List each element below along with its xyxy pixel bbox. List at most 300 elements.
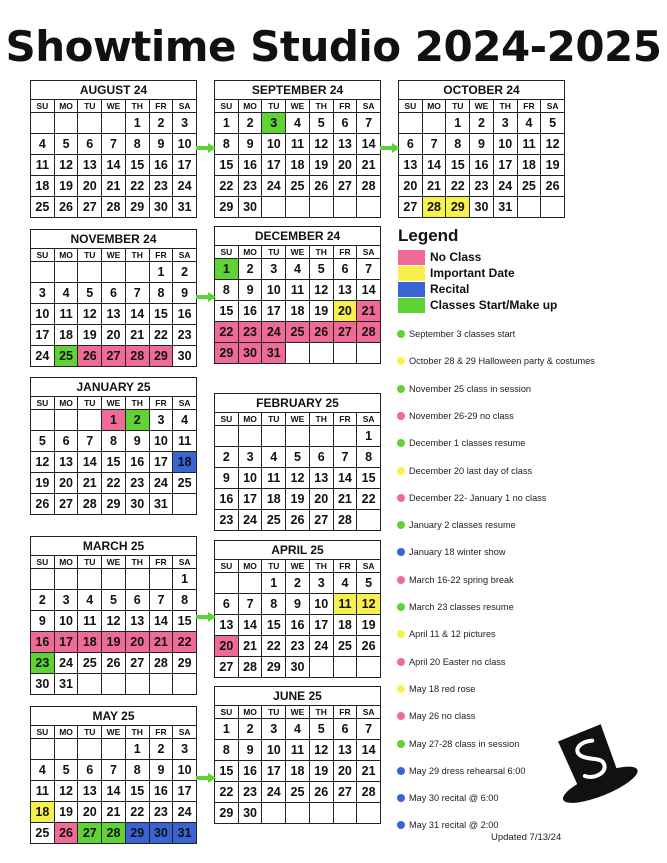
day-cell: 17 xyxy=(173,781,197,802)
bullet-dot-icon xyxy=(397,630,405,638)
day-cell: 7 xyxy=(102,760,126,781)
day-cell: 7 xyxy=(357,719,381,740)
day-cell: 5 xyxy=(31,431,55,452)
day-cell: 6 xyxy=(334,113,358,134)
day-cell: 18 xyxy=(286,155,310,176)
weekday-header: TH xyxy=(494,100,518,113)
event-item xyxy=(397,655,627,669)
color-swatch xyxy=(398,282,425,297)
day-cell: 29 xyxy=(215,197,239,218)
event-text: November 25 class in session xyxy=(409,383,532,394)
day-cell: 11 xyxy=(78,611,102,632)
day-cell: 30 xyxy=(239,343,263,364)
day-cell: 31 xyxy=(150,494,174,515)
event-text: May 26 no class xyxy=(409,711,476,722)
day-cell: 16 xyxy=(239,155,263,176)
day-cell: 29 xyxy=(262,657,286,678)
event-item xyxy=(397,518,627,532)
weekday-header: WE xyxy=(286,706,310,719)
day-cell: 7 xyxy=(357,259,381,280)
day-cell: 13 xyxy=(334,740,358,761)
weekday-header: WE xyxy=(102,556,126,569)
day-cell: 23 xyxy=(239,782,263,803)
empty-cell xyxy=(262,803,286,824)
day-cell: 25 xyxy=(31,197,55,218)
day-cell: 14 xyxy=(102,781,126,802)
day-cell: 30 xyxy=(239,197,263,218)
day-cell: 19 xyxy=(310,155,334,176)
day-cell: 17 xyxy=(150,452,174,473)
color-swatch xyxy=(398,298,425,313)
day-cell: 8 xyxy=(150,283,174,304)
day-cell: 23 xyxy=(150,176,174,197)
day-cell: 12 xyxy=(541,134,565,155)
day-cell: 3 xyxy=(494,113,518,134)
day-cell: 14 xyxy=(357,740,381,761)
legend-item xyxy=(398,266,588,281)
day-cell: 26 xyxy=(55,197,79,218)
day-cell: 1 xyxy=(215,113,239,134)
day-cell: 6 xyxy=(78,760,102,781)
weekday-header: TU xyxy=(78,249,102,262)
empty-cell xyxy=(126,674,150,695)
event-item xyxy=(397,382,627,396)
weekday-header: MO xyxy=(55,100,79,113)
day-cell: 9 xyxy=(239,740,263,761)
day-cell: 21 xyxy=(357,155,381,176)
empty-cell xyxy=(215,426,239,447)
day-cell: 13 xyxy=(215,615,239,636)
day-cell: 31 xyxy=(55,674,79,695)
day-cell: 13 xyxy=(102,304,126,325)
day-cell: 21 xyxy=(357,761,381,782)
day-cell: 23 xyxy=(215,510,239,531)
day-cell: 25 xyxy=(286,782,310,803)
day-cell: 20 xyxy=(334,761,358,782)
day-cell: 27 xyxy=(334,176,358,197)
arrow-icon xyxy=(196,612,216,622)
legend-item xyxy=(398,282,588,297)
weekday-header: MO xyxy=(239,706,263,719)
weekday-header: TH xyxy=(310,413,334,426)
day-cell: 5 xyxy=(55,760,79,781)
day-cell: 27 xyxy=(78,823,102,844)
weekday-header: FR xyxy=(334,100,358,113)
event-item xyxy=(397,573,627,587)
weekday-header: TU xyxy=(446,100,470,113)
day-cell: 16 xyxy=(150,155,174,176)
weekday-header: MO xyxy=(55,397,79,410)
day-cell: 12 xyxy=(357,594,381,615)
day-cell: 22 xyxy=(215,322,239,343)
day-cell: 21 xyxy=(78,473,102,494)
event-item xyxy=(397,436,627,450)
day-cell: 29 xyxy=(173,653,197,674)
empty-cell xyxy=(286,343,310,364)
day-cell: 10 xyxy=(262,740,286,761)
weekday-header: TU xyxy=(262,560,286,573)
day-cell: 22 xyxy=(215,782,239,803)
day-cell: 20 xyxy=(215,636,239,657)
empty-cell xyxy=(102,674,126,695)
day-cell: 22 xyxy=(262,636,286,657)
day-cell: 18 xyxy=(31,802,55,823)
event-item xyxy=(397,682,627,696)
empty-cell xyxy=(102,262,126,283)
weekday-header: MO xyxy=(239,413,263,426)
day-cell: 17 xyxy=(239,489,263,510)
weekday-header: SU xyxy=(31,397,55,410)
day-cell: 10 xyxy=(239,468,263,489)
legend-label: Classes Start/Make up xyxy=(430,298,558,312)
day-cell: 17 xyxy=(31,325,55,346)
month-name: AUGUST 24 xyxy=(31,81,197,100)
day-cell: 12 xyxy=(31,452,55,473)
weekday-header: MO xyxy=(55,556,79,569)
weekday-header: SA xyxy=(173,249,197,262)
event-item xyxy=(397,627,627,641)
day-cell: 23 xyxy=(31,653,55,674)
day-cell: 15 xyxy=(446,155,470,176)
day-cell: 4 xyxy=(262,447,286,468)
empty-cell xyxy=(173,674,197,695)
day-cell: 14 xyxy=(126,304,150,325)
day-cell: 15 xyxy=(215,155,239,176)
day-cell: 17 xyxy=(262,301,286,322)
day-cell: 20 xyxy=(399,176,423,197)
day-cell: 26 xyxy=(286,510,310,531)
day-cell: 7 xyxy=(102,134,126,155)
day-cell: 3 xyxy=(55,590,79,611)
day-cell: 21 xyxy=(239,636,263,657)
day-cell: 8 xyxy=(173,590,197,611)
bullet-dot-icon xyxy=(397,467,405,475)
day-cell: 7 xyxy=(239,594,263,615)
weekday-header: FR xyxy=(150,556,174,569)
bullet-dot-icon xyxy=(397,767,405,775)
day-cell: 25 xyxy=(78,653,102,674)
day-cell: 17 xyxy=(173,155,197,176)
month-calendar-march xyxy=(30,536,197,695)
weekday-header: FR xyxy=(334,560,358,573)
empty-cell xyxy=(55,569,79,590)
day-cell: 8 xyxy=(215,134,239,155)
bullet-dot-icon xyxy=(397,576,405,584)
weekday-header: SA xyxy=(541,100,565,113)
event-item xyxy=(397,600,627,614)
empty-cell xyxy=(286,803,310,824)
day-cell: 15 xyxy=(262,615,286,636)
day-cell: 11 xyxy=(262,468,286,489)
empty-cell xyxy=(518,197,542,218)
day-cell: 19 xyxy=(310,761,334,782)
day-cell: 12 xyxy=(310,740,334,761)
day-cell: 18 xyxy=(78,632,102,653)
day-cell: 24 xyxy=(173,176,197,197)
event-item xyxy=(397,545,627,559)
month-calendar-april xyxy=(214,540,381,678)
day-cell: 24 xyxy=(239,510,263,531)
month-calendar-december xyxy=(214,226,381,364)
day-cell: 3 xyxy=(262,113,286,134)
weekday-header: TU xyxy=(78,397,102,410)
day-cell: 1 xyxy=(150,262,174,283)
weekday-header: SU xyxy=(31,726,55,739)
day-cell: 13 xyxy=(334,280,358,301)
legend-title: Legend xyxy=(398,226,459,245)
weekday-header: SA xyxy=(173,100,197,113)
day-cell: 25 xyxy=(31,823,55,844)
day-cell: 5 xyxy=(286,447,310,468)
bullet-dot-icon xyxy=(397,385,405,393)
event-text: January 18 winter show xyxy=(409,547,506,558)
day-cell: 20 xyxy=(126,632,150,653)
weekday-header: SA xyxy=(173,397,197,410)
day-cell: 29 xyxy=(150,346,174,367)
day-cell: 12 xyxy=(55,781,79,802)
day-cell: 24 xyxy=(494,176,518,197)
bullet-dot-icon xyxy=(397,712,405,720)
day-cell: 28 xyxy=(423,197,447,218)
day-cell: 16 xyxy=(470,155,494,176)
legend-item xyxy=(398,298,588,313)
empty-cell xyxy=(150,674,174,695)
day-cell: 15 xyxy=(126,781,150,802)
day-cell: 5 xyxy=(102,590,126,611)
day-cell: 21 xyxy=(102,802,126,823)
day-cell: 5 xyxy=(310,719,334,740)
day-cell: 15 xyxy=(357,468,381,489)
day-cell: 28 xyxy=(102,823,126,844)
empty-cell xyxy=(334,426,358,447)
day-cell: 16 xyxy=(239,301,263,322)
day-cell: 25 xyxy=(173,473,197,494)
empty-cell xyxy=(423,113,447,134)
empty-cell xyxy=(334,343,358,364)
day-cell: 24 xyxy=(310,636,334,657)
day-cell: 8 xyxy=(357,447,381,468)
day-cell: 25 xyxy=(334,636,358,657)
empty-cell xyxy=(310,343,334,364)
event-text: April 20 Easter no class xyxy=(409,656,506,667)
day-cell: 21 xyxy=(357,301,381,322)
weekday-header: SU xyxy=(31,249,55,262)
bullet-dot-icon xyxy=(397,794,405,802)
empty-cell xyxy=(357,657,381,678)
top-hat-logo-icon xyxy=(547,716,639,817)
legend-label: No Class xyxy=(430,250,482,264)
month-calendar-november xyxy=(30,229,197,367)
day-cell: 19 xyxy=(31,473,55,494)
day-cell: 27 xyxy=(78,197,102,218)
day-cell: 26 xyxy=(541,176,565,197)
day-cell: 3 xyxy=(173,113,197,134)
event-text: March 23 classes resume xyxy=(409,602,514,612)
day-cell: 22 xyxy=(126,176,150,197)
day-cell: 22 xyxy=(150,325,174,346)
empty-cell xyxy=(334,803,358,824)
day-cell: 10 xyxy=(173,134,197,155)
empty-cell xyxy=(334,657,358,678)
day-cell: 11 xyxy=(31,781,55,802)
day-cell: 15 xyxy=(102,452,126,473)
weekday-header: MO xyxy=(423,100,447,113)
day-cell: 2 xyxy=(239,719,263,740)
day-cell: 6 xyxy=(310,447,334,468)
day-cell: 14 xyxy=(357,280,381,301)
empty-cell xyxy=(78,569,102,590)
day-cell: 9 xyxy=(31,611,55,632)
event-text: March 16-22 spring break xyxy=(409,574,514,585)
empty-cell xyxy=(286,426,310,447)
weekday-header: SU xyxy=(31,100,55,113)
bullet-dot-icon xyxy=(397,330,405,338)
day-cell: 25 xyxy=(286,322,310,343)
day-cell: 11 xyxy=(286,740,310,761)
day-cell: 6 xyxy=(334,259,358,280)
bullet-dot-icon xyxy=(397,439,405,447)
day-cell: 16 xyxy=(215,489,239,510)
day-cell: 14 xyxy=(334,468,358,489)
month-name: JUNE 25 xyxy=(215,687,381,706)
day-cell: 27 xyxy=(126,653,150,674)
weekday-header: SA xyxy=(357,413,381,426)
color-swatch xyxy=(398,266,425,281)
weekday-header: SU xyxy=(215,413,239,426)
day-cell: 2 xyxy=(31,590,55,611)
day-cell: 20 xyxy=(78,176,102,197)
legend-item xyxy=(398,250,588,265)
day-cell: 4 xyxy=(334,573,358,594)
day-cell: 24 xyxy=(55,653,79,674)
event-item xyxy=(397,818,627,832)
day-cell: 21 xyxy=(334,489,358,510)
day-cell: 31 xyxy=(262,343,286,364)
empty-cell xyxy=(399,113,423,134)
day-cell: 18 xyxy=(334,615,358,636)
day-cell: 11 xyxy=(31,155,55,176)
day-cell: 7 xyxy=(126,283,150,304)
weekday-header: WE xyxy=(102,249,126,262)
day-cell: 25 xyxy=(55,346,79,367)
day-cell: 27 xyxy=(215,657,239,678)
day-cell: 21 xyxy=(423,176,447,197)
day-cell: 16 xyxy=(173,304,197,325)
day-cell: 1 xyxy=(215,719,239,740)
day-cell: 14 xyxy=(102,155,126,176)
day-cell: 13 xyxy=(78,781,102,802)
month-name: APRIL 25 xyxy=(215,541,381,560)
empty-cell xyxy=(541,197,565,218)
day-cell: 2 xyxy=(215,447,239,468)
day-cell: 15 xyxy=(215,301,239,322)
weekday-header: FR xyxy=(518,100,542,113)
weekday-header: SU xyxy=(215,100,239,113)
day-cell: 1 xyxy=(173,569,197,590)
day-cell: 9 xyxy=(126,431,150,452)
day-cell: 10 xyxy=(150,431,174,452)
event-text: December 20 last day of class xyxy=(409,465,533,476)
empty-cell xyxy=(31,262,55,283)
event-text: November 26-29 no class xyxy=(409,410,514,421)
day-cell: 11 xyxy=(334,594,358,615)
event-text: October 28 & 29 Halloween party & costumes xyxy=(409,356,595,367)
weekday-header: MO xyxy=(55,726,79,739)
day-cell: 29 xyxy=(446,197,470,218)
day-cell: 25 xyxy=(286,176,310,197)
empty-cell xyxy=(357,197,381,218)
empty-cell xyxy=(55,262,79,283)
day-cell: 11 xyxy=(286,134,310,155)
bullet-dot-icon xyxy=(397,658,405,666)
day-cell: 28 xyxy=(126,346,150,367)
day-cell: 19 xyxy=(102,632,126,653)
weekday-header: TU xyxy=(78,726,102,739)
day-cell: 9 xyxy=(286,594,310,615)
weekday-header: SU xyxy=(215,560,239,573)
day-cell: 3 xyxy=(262,259,286,280)
day-cell: 28 xyxy=(357,322,381,343)
day-cell: 22 xyxy=(215,176,239,197)
day-cell: 19 xyxy=(541,155,565,176)
day-cell: 8 xyxy=(446,134,470,155)
empty-cell xyxy=(150,569,174,590)
day-cell: 26 xyxy=(310,322,334,343)
day-cell: 9 xyxy=(173,283,197,304)
day-cell: 18 xyxy=(31,176,55,197)
empty-cell xyxy=(78,410,102,431)
day-cell: 20 xyxy=(310,489,334,510)
empty-cell xyxy=(357,510,381,531)
event-text: December 1 classes resume xyxy=(409,438,526,449)
weekday-header: SA xyxy=(173,726,197,739)
day-cell: 14 xyxy=(78,452,102,473)
weekday-header: FR xyxy=(150,249,174,262)
day-cell: 16 xyxy=(239,761,263,782)
day-cell: 12 xyxy=(286,468,310,489)
day-cell: 4 xyxy=(518,113,542,134)
day-cell: 27 xyxy=(399,197,423,218)
day-cell: 9 xyxy=(239,134,263,155)
day-cell: 8 xyxy=(215,740,239,761)
empty-cell xyxy=(78,739,102,760)
day-cell: 19 xyxy=(78,325,102,346)
weekday-header: SU xyxy=(215,706,239,719)
bullet-dot-icon xyxy=(397,603,405,611)
day-cell: 29 xyxy=(102,494,126,515)
day-cell: 22 xyxy=(126,802,150,823)
day-cell: 1 xyxy=(126,739,150,760)
day-cell: 12 xyxy=(102,611,126,632)
day-cell: 7 xyxy=(78,431,102,452)
day-cell: 6 xyxy=(334,719,358,740)
empty-cell xyxy=(31,410,55,431)
day-cell: 5 xyxy=(55,134,79,155)
event-item xyxy=(397,409,627,423)
day-cell: 6 xyxy=(102,283,126,304)
bullet-dot-icon xyxy=(397,548,405,556)
day-cell: 27 xyxy=(102,346,126,367)
day-cell: 20 xyxy=(55,473,79,494)
day-cell: 12 xyxy=(78,304,102,325)
month-name: MARCH 25 xyxy=(31,537,197,556)
weekday-header: FR xyxy=(150,397,174,410)
empty-cell xyxy=(310,657,334,678)
day-cell: 10 xyxy=(31,304,55,325)
day-cell: 17 xyxy=(262,761,286,782)
event-text: December 22- January 1 no class xyxy=(409,492,547,503)
empty-cell xyxy=(78,674,102,695)
